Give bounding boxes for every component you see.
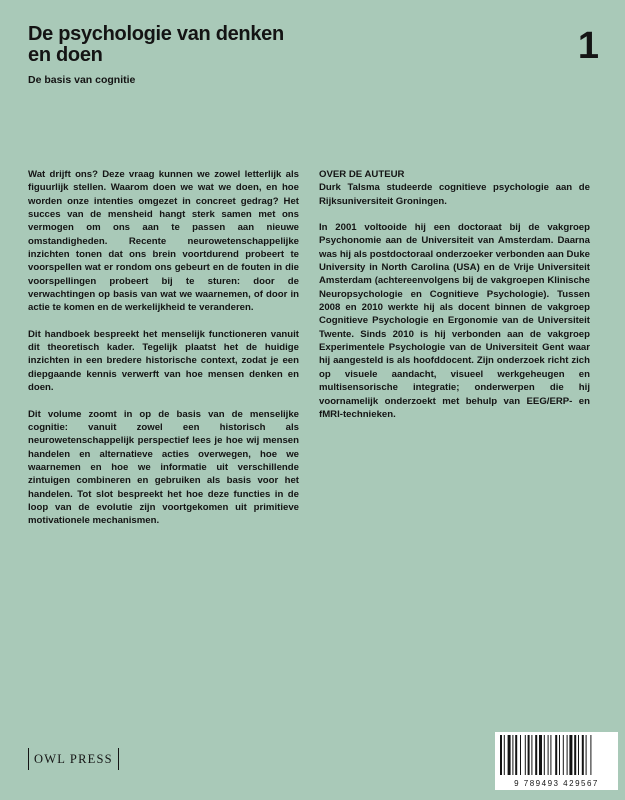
barcode-bar	[544, 735, 545, 775]
barcode-bar	[559, 735, 560, 775]
barcode-bar	[586, 735, 587, 775]
barcode-bar	[574, 735, 576, 775]
barcode-bar	[567, 735, 568, 775]
barcode-bar	[500, 735, 502, 775]
barcode-bar	[508, 735, 511, 775]
barcode-bar	[525, 735, 526, 775]
logo-right-bar	[118, 748, 119, 770]
author-paragraph: Durk Talsma studeerde cognitieve psychologie aan de Rijksuniversiteit Groningen.	[319, 182, 590, 207]
description-column	[28, 168, 299, 541]
barcode-bar	[520, 735, 521, 775]
description-paragraph: Dit volume zoomt in op de basis van de menselijke cognitie: vanuit zowel een historisch als neurowetenschappelijk perspectief lees je hoe wij mensen handelen en alternatieve acties overwegen, hoe we waarnemen en hoe we informatie uit verschillende zintuigen combineren en gebruiken als basis voor het handelen. Tot slot bespreekt het hoe deze functies in de loop van de evolutie zijn voortgekomen uit primitieve motivationele mechanismen.	[28, 408, 299, 527]
isbn-number: 9 789493 429567	[514, 779, 599, 788]
barcode-bar	[515, 735, 517, 775]
author-column	[319, 168, 590, 434]
book-title: De psychologie van denken en doen	[28, 23, 284, 66]
barcode-bar	[548, 735, 549, 775]
barcode-bar	[535, 735, 537, 775]
barcode-bar	[528, 735, 530, 775]
barcode-bar	[555, 735, 557, 775]
description-paragraph: Dit handboek bespreekt het menselijk functioneren vanuit dit theoretisch kader. Tegelijk plaatst het de huidige inzichten in een bredere historische context, zodat je een diepgaande kennis verwerft van hoe mensen denken en doen.	[28, 328, 299, 394]
barcode-bar	[512, 735, 513, 775]
barcode-bar	[531, 735, 532, 775]
publisher-name: OWL PRESS	[34, 751, 113, 766]
description-paragraph: Wat drijft ons? Deze vraag kunnen we zowel letterlijk als figuurlijk stellen. Waarom doen we wat we doen, en hoe worden onze intenties omgezet in concreet gedrag? Het succes van de mensheid hangt sterk samen met ons vermogen om ons aan te passen aan nieuwe omstandigheden. Recente neurowetenschappelijke inzichten tonen dat ons brein voortdurend probeert te voorspellen wat er rondom ons gebeurt en de fouten in die voorspellingen probeert bij te sturen: door de verwachtingen op basis van wat we waarnemen, of door in actie te komen en de werkelijkheid te veranderen.	[28, 169, 299, 314]
author-paragraph: In 2001 voltooide hij een doctoraat bij de vakgroep Psychonomie aan de Universiteit van Amsterdam. Daarna was hij als postdoctoraal onderzoeker verbonden aan Duke University in North Carolina (USA) en de Vrije Universiteit Amsterdam (achtereenvolgens bij de vakgroepen Klinische Neuropsychologie en Cognitieve Psychologie). Tussen 2008 en 2010 werkte hij als docent binnen de vakgroep Cognitieve Psychologie en Ergonomie van de Universiteit Twente. Sinds 2010 is hij verbonden aan de vakgroep Experimentele Psychologie van de Universiteit Gent waar hij aangesteld is als hoofddocent. Zijn onderzoek richt zich op visuele aandacht, visueel werkgeheugen en multisensorische integratie; onderwerpen die hij voornamelijk onderzoekt met behulp van EEG/ERP- en fMRI-technieken.	[319, 222, 590, 420]
volume-number: 1	[577, 25, 599, 67]
barcode-bar	[563, 735, 564, 775]
barcode-bar	[569, 735, 572, 775]
barcode-bar	[504, 735, 505, 775]
barcode	[495, 732, 618, 790]
about-author-heading: OVER DE AUTEUR	[319, 169, 405, 180]
barcode-bar	[582, 735, 584, 775]
publisher-logo	[28, 748, 119, 770]
book-subtitle: De basis van cognitie	[28, 74, 136, 86]
barcode-bar	[578, 735, 579, 775]
barcode-bars	[499, 735, 614, 775]
barcode-bar	[539, 735, 542, 775]
barcode-bar	[550, 735, 551, 775]
barcode-bar	[590, 735, 591, 775]
